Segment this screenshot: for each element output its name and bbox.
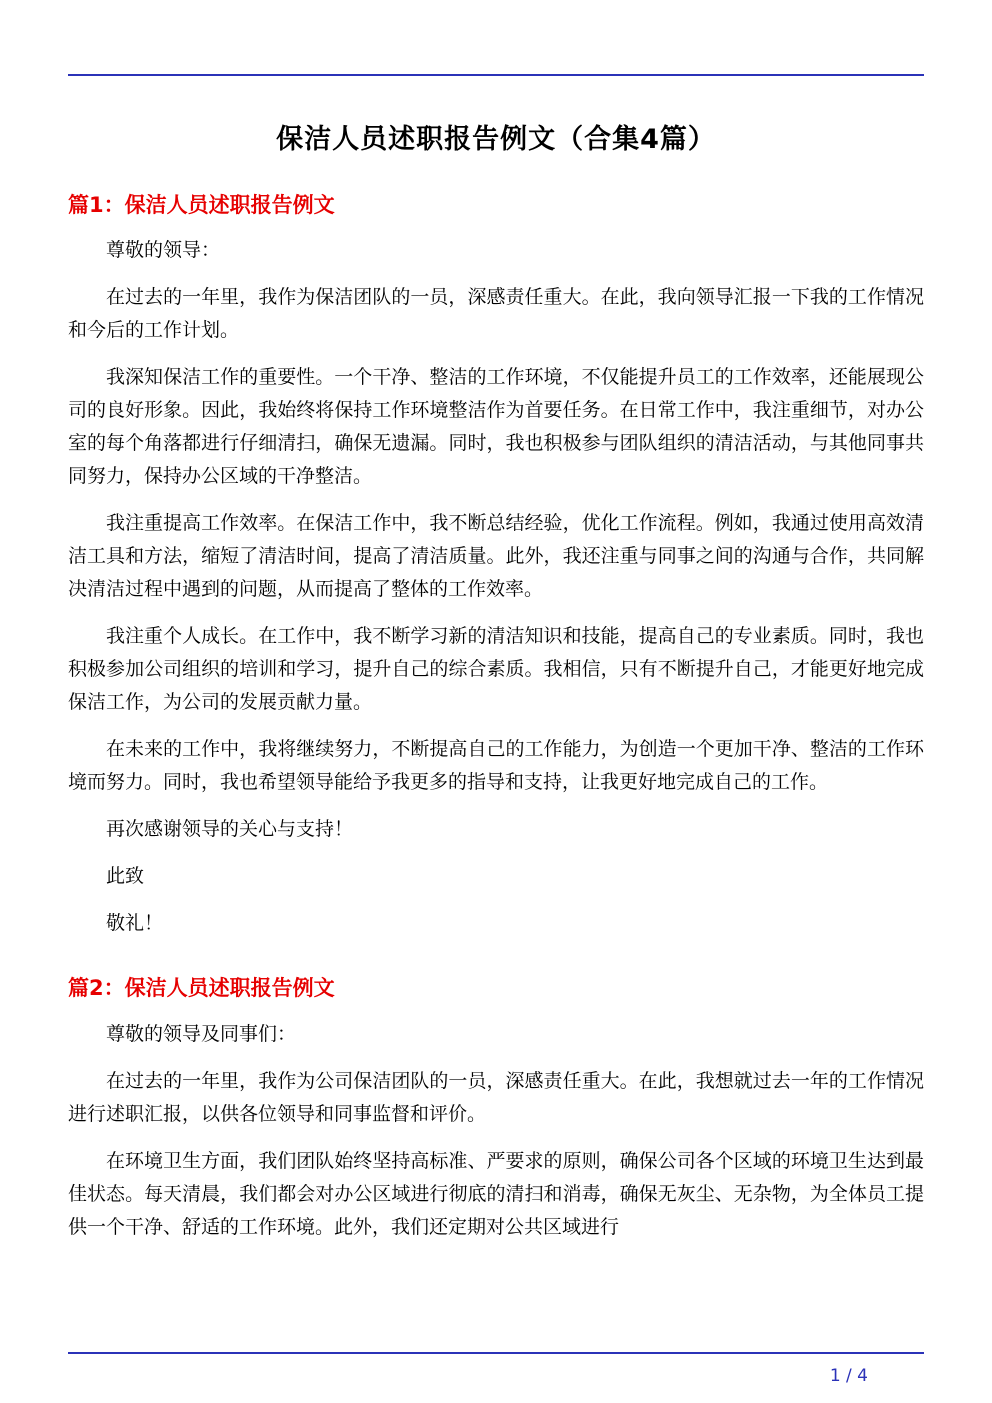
paragraph: 尊敬的领导及同事们： (106, 1022, 297, 1045)
paragraph: 我注重提高工作效率。在保洁工作中，我不断总结经验，优化工作流程。例如，我通过使用高效清洁工具和方法，缩短了清洁时间，提高了清洁质量。此外，我还注重与同事之间的沟通与合作，共同解决清洁过程中遇到的问题，从而提高了整体的工作效率。 (68, 512, 924, 601)
paragraph: 在未来的工作中，我将继续努力，不断提高自己的工作能力，为创造一个更加干净、整洁的工作环境而努力。同时，我也希望领导能给予我更多的指导和支持，让我更好地完成自己的工作。 (68, 738, 924, 794)
paragraph: 在环境卫生方面，我们团队始终坚持高标准、严要求的原则，确保公司各个区域的环境卫生达到最佳状态。每天清晨，我们都会对办公区域进行彻底的清扫和消毒，确保无灰尘、无杂物，为全体员工提供一个干净、舒适的工作环境。此外，我们还定期对公共区域进行 (68, 1149, 924, 1238)
paragraph: 我注重个人成长。在工作中，我不断学习新的清洁知识和技能，提高自己的专业素质。同时，我也积极参加公司组织的培训和学习，提升自己的综合素质。我相信，只有不断提升自己，才能更好地完成保洁工作，为公司的发展贡献力量。 (68, 625, 924, 714)
section-1-heading: 篇1：保洁人员述职报告例文 (68, 193, 335, 218)
footer-rule (68, 1352, 924, 1354)
header-rule (68, 74, 924, 76)
paragraph: 再次感谢领导的关心与支持！ (106, 818, 354, 841)
section-1 (68, 191, 924, 940)
paragraph: 在过去的一年里，我作为公司保洁团队的一员，深感责任重大。在此，我想就过去一年的工作情况进行述职汇报，以供各位领导和同事监督和评价。 (68, 1069, 924, 1125)
section-2 (68, 974, 924, 1243)
paragraph: 我深知保洁工作的重要性。一个干净、整洁的工作环境，不仅能提升员工的工作效率，还能展现公司的良好形象。因此，我始终将保持工作环境整洁作为首要任务。在日常工作中，我注重细节，对办公室的每个角落都进行仔细清扫，确保无遗漏。同时，我也积极参与团队组织的清洁活动，与其他同事共同努力，保持办公区域的干净整洁。 (68, 366, 924, 488)
page-number: 1 / 4 (829, 1366, 868, 1386)
paragraph: 在过去的一年里，我作为保洁团队的一员，深感责任重大。在此，我向领导汇报一下我的工作情况和今后的工作计划。 (68, 286, 924, 342)
document-title: 保洁人员述职报告例文（合集4篇） (276, 124, 716, 155)
paragraph: 此致 (106, 865, 145, 888)
paragraph: 敬礼！ (106, 912, 164, 935)
section-2-heading: 篇2：保洁人员述职报告例文 (68, 976, 335, 1001)
paragraph: 尊敬的领导： (106, 239, 221, 262)
